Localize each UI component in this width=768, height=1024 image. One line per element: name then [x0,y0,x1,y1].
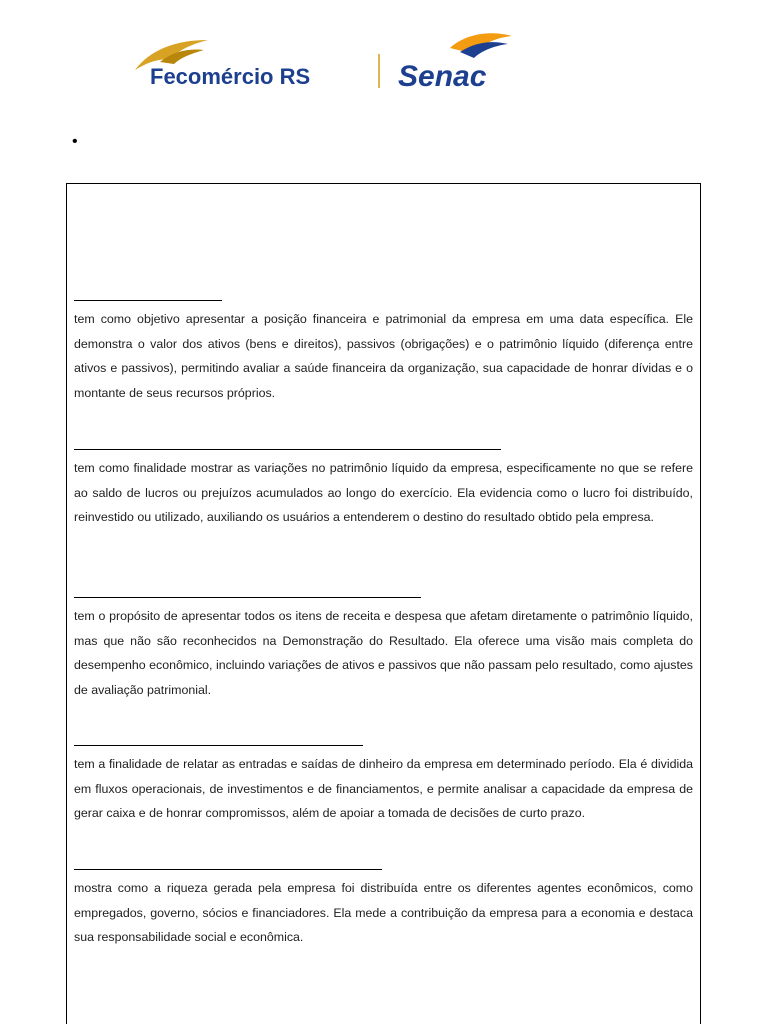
section-dlpa [74,449,693,530]
header-logos [130,28,530,98]
document-frame [66,183,701,1024]
fill-in-blank [74,745,363,746]
section-dfc [74,745,693,826]
section-dva [74,869,693,950]
fill-in-blank [74,300,222,301]
fecomercio-logo-text: Fecomércio RS [150,64,311,89]
section-dra [74,597,693,703]
fill-in-blank [74,597,421,598]
section-balance-sheet [74,300,693,406]
section-paragraph: tem o propósito de apresentar todos os itens de receita e despesa que afetam diretamente o patrimônio líquido, mas que não são reconhecidos na Demonstração do Resultado. Ela oferece uma visão mais completa do desempenho econômico, incluindo variações de ativos e passivos que não passam pelo resultado, como ajustes de avaliação patrimonial. [74,609,693,698]
senac-logo-text: Senac [398,60,487,93]
fill-in-blank [74,449,501,450]
senac-swoosh-icon [450,33,512,58]
bullet-point: • [72,133,78,150]
logos-svg [130,28,530,98]
section-paragraph: tem como finalidade mostrar as variações no patrimônio líquido da empresa, especificamente no que se refere ao saldo de lucros ou prejuízos acumulados ao longo do exercício. Ela evidencia como o lucro foi distribuído, reinvestido ou utilizado, auxiliando os usuários a entenderem o destino do resultado obtido pela empresa. [74,461,693,525]
fill-in-blank [74,869,382,870]
section-paragraph: tem como objetivo apresentar a posição financeira e patrimonial da empresa em uma data específica. Ele demonstra o valor dos ativos (bens e direitos), passivos (obrigações) e o patrimônio líquido (diferença entre ativos e passivos), permitindo avaliar a saúde financeira da organização, sua capacidade de honrar dívidas e o montante de seus recursos próprios. [74,312,693,401]
section-paragraph: mostra como a riqueza gerada pela empresa foi distribuída entre os diferentes agentes econômicos, como empregados, governo, sócios e financiadores. Ela mede a contribuição da empresa para a economia e destaca sua responsabilidade social e econômica. [74,881,693,945]
section-paragraph: tem a finalidade de relatar as entradas e saídas de dinheiro da empresa em determinado período. Ela é dividida em fluxos operacionais, de investimentos e de financiamentos, e permite analisar a capacidade da empresa de gerar caixa e de honrar compromissos, além de apoiar a tomada de decisões de curto prazo. [74,757,693,821]
